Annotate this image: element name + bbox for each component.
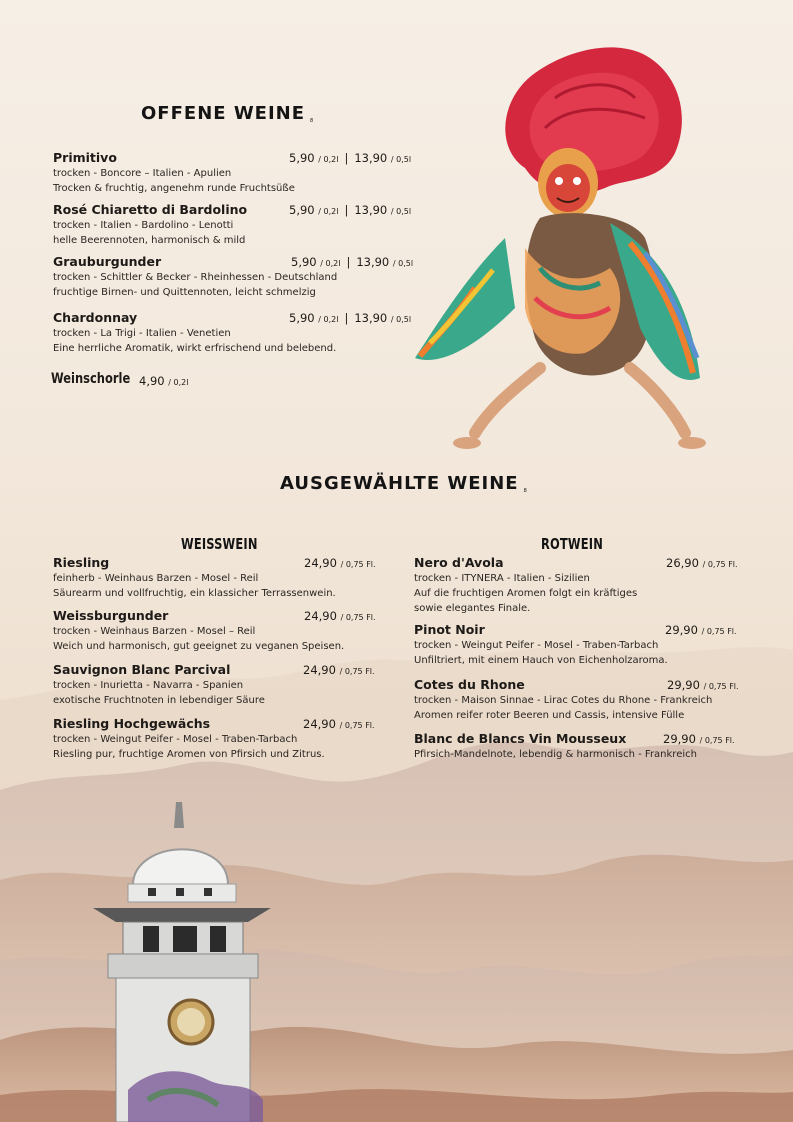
wine-name: Cotes du Rhone <box>414 677 525 692</box>
wine-description: exotische Fruchtnoten in lebendiger Säure <box>53 695 265 706</box>
price-small-glass: 5,90 <box>289 203 315 217</box>
masked-dancer-illustration <box>405 38 725 458</box>
wine-item <box>414 622 793 668</box>
offene-weine-title: OFFENE WEINE $^8$ <box>141 103 314 124</box>
bottle-unit: / 0,75 Fl. <box>699 736 735 745</box>
wine-name: Pinot Noir <box>414 622 485 637</box>
weinschorle-name: Weinschorle <box>51 371 131 387</box>
wine-item <box>53 662 433 708</box>
wine-description: Riesling pur, fruchtige Aromen von Pfirsich und Zitrus. <box>53 749 325 760</box>
unit-small-glass: / 0,2l <box>318 315 339 324</box>
wine-price <box>665 622 737 640</box>
wine-name: Riesling <box>53 555 110 570</box>
wine-price <box>289 150 411 168</box>
bottle-unit: / 0,75 Fl. <box>340 613 376 622</box>
price-separator: | <box>344 311 349 325</box>
wine-price <box>289 310 411 328</box>
wine-description: trocken - Weingut Peifer - Mosel - Traben-Tarbach <box>414 640 659 651</box>
bottle-price: 24,90 <box>303 663 336 677</box>
bottle-unit: / 0,75 Fl. <box>340 560 376 569</box>
wine-name: Primitivo <box>53 150 117 165</box>
wine-description: trocken - Italien - Bardolino - Lenotti <box>53 220 234 231</box>
wine-name: Nero d'Avola <box>414 555 504 570</box>
wine-price <box>304 608 376 626</box>
wine-description: trocken - Boncore – Italien - Apulien <box>53 168 232 179</box>
unit-large-glass: / 0,5l <box>390 315 412 324</box>
wine-name: Rosé Chiaretto di Bardolino <box>53 202 248 217</box>
wine-price <box>666 555 738 573</box>
wine-description: Unfiltriert, mit einem Hauch von Eichenholzaroma. <box>414 655 668 666</box>
bottle-price: 24,90 <box>303 717 336 731</box>
wine-price <box>303 716 375 734</box>
ausgewaehlte-weine-title: AUSGEWÄHLTE WEINE $^8$ <box>280 473 527 494</box>
price-large-glass: 13,90 <box>354 151 388 165</box>
wine-description: feinherb - Weinhaus Barzen - Mosel - Reil <box>53 573 259 584</box>
wine-description: Weich und harmonisch, gut geeignet zu veganen Speisen. <box>53 641 345 652</box>
wine-description: helle Beerennoten, harmonisch & mild <box>53 235 246 246</box>
wine-name: Blanc de Blancs Vin Mousseux <box>414 731 627 746</box>
wine-description: trocken - Maison Sinnae - Lirac Cotes du Rhone - Frankreich <box>414 695 713 706</box>
wine-item <box>53 202 433 248</box>
bottle-unit: / 0,75 Fl. <box>701 627 737 636</box>
wine-description: Eine herrliche Aromatik, wirkt erfrischend und belebend. <box>53 343 337 354</box>
wine-description: trocken - Weingut Peifer - Mosel - Traben-Tarbach <box>53 734 298 745</box>
wine-description: trocken - Weinhaus Barzen - Mosel – Reil <box>53 626 256 637</box>
price-large-glass: 13,90 <box>354 203 388 217</box>
wine-description: sowie elegantes Finale. <box>414 603 531 614</box>
wine-description: Trocken & fruchtig, angenehm runde Fruchtsüße <box>53 183 295 194</box>
weisswein-heading: WEISSWEIN <box>181 535 258 553</box>
unit-large-glass: / 0,5l <box>392 259 414 268</box>
wine-item <box>53 310 433 356</box>
wine-item <box>414 731 793 762</box>
weinschorle-price: 4,90 / 0,2l <box>139 374 189 388</box>
price-separator: | <box>344 151 349 165</box>
wine-item <box>53 608 433 654</box>
price-small-glass: 5,90 <box>291 255 317 269</box>
price-large-glass: 13,90 <box>354 311 388 325</box>
price-large-glass: 13,90 <box>356 255 390 269</box>
wine-description: Aromen reifer roter Beeren und Cassis, intensive Fülle <box>414 710 685 721</box>
unit-large-glass: / 0,5l <box>390 207 412 216</box>
price-small-glass: 5,90 <box>289 311 315 325</box>
bottle-price: 26,90 <box>666 556 699 570</box>
wine-description: trocken - La Trigi - Italien - Venetien <box>53 328 231 339</box>
wine-description: fruchtige Birnen- und Quittennoten, leicht schmelzig <box>53 287 316 298</box>
wine-price <box>667 677 739 695</box>
wine-item <box>53 716 433 762</box>
rotwein-heading: ROTWEIN <box>541 535 603 553</box>
wine-price <box>303 662 375 680</box>
bottle-price: 29,90 <box>663 732 696 746</box>
wine-item <box>53 150 433 196</box>
bottle-price: 29,90 <box>667 678 700 692</box>
unit-small-glass: / 0,2l <box>318 207 339 216</box>
wine-price <box>304 555 376 573</box>
wine-item <box>414 677 793 723</box>
wine-item <box>414 555 793 616</box>
bottle-unit: / 0,75 Fl. <box>703 682 739 691</box>
price-separator: | <box>346 255 351 269</box>
wine-description: Pfirsich-Mandelnote, lebendig & harmonisch - Frankreich <box>414 749 697 760</box>
bottle-price: 24,90 <box>304 609 337 623</box>
bottle-unit: / 0,75 Fl. <box>702 560 738 569</box>
wine-name: Riesling Hochgewächs <box>53 716 211 731</box>
wine-description: trocken - Inurietta - Navarra - Spanien <box>53 680 244 691</box>
wine-name: Grauburgunder <box>53 254 162 269</box>
wine-description: Auf die fruchtigen Aromen folgt ein kräftiges <box>414 588 638 599</box>
unit-small-glass: / 0,2l <box>318 155 339 164</box>
unit-small-glass: / 0,2l <box>320 259 341 268</box>
wine-description: trocken - ITYNERA - Italien - Sizilien <box>414 573 590 584</box>
bottle-price: 29,90 <box>665 623 698 637</box>
bottle-price: 24,90 <box>304 556 337 570</box>
price-separator: | <box>344 203 349 217</box>
unit-large-glass: / 0,5l <box>390 155 412 164</box>
wine-price <box>663 731 735 749</box>
wine-name: Weissburgunder <box>53 608 169 623</box>
bottle-unit: / 0,75 Fl. <box>339 667 375 676</box>
wine-item <box>53 555 433 601</box>
wine-name: Chardonnay <box>53 310 138 325</box>
wine-price <box>289 202 411 220</box>
wine-description: trocken - Schittler & Becker - Rheinhessen - Deutschland <box>53 272 338 283</box>
temple-tower-illustration <box>88 800 278 1122</box>
wine-item <box>53 254 433 300</box>
wine-description: Säurearm und vollfruchtig, ein klassicher Terrassenwein. <box>53 588 336 599</box>
bottle-unit: / 0,75 Fl. <box>339 721 375 730</box>
wine-name: Sauvignon Blanc Parcival <box>53 662 231 677</box>
price-small-glass: 5,90 <box>289 151 315 165</box>
wine-price <box>291 254 413 272</box>
